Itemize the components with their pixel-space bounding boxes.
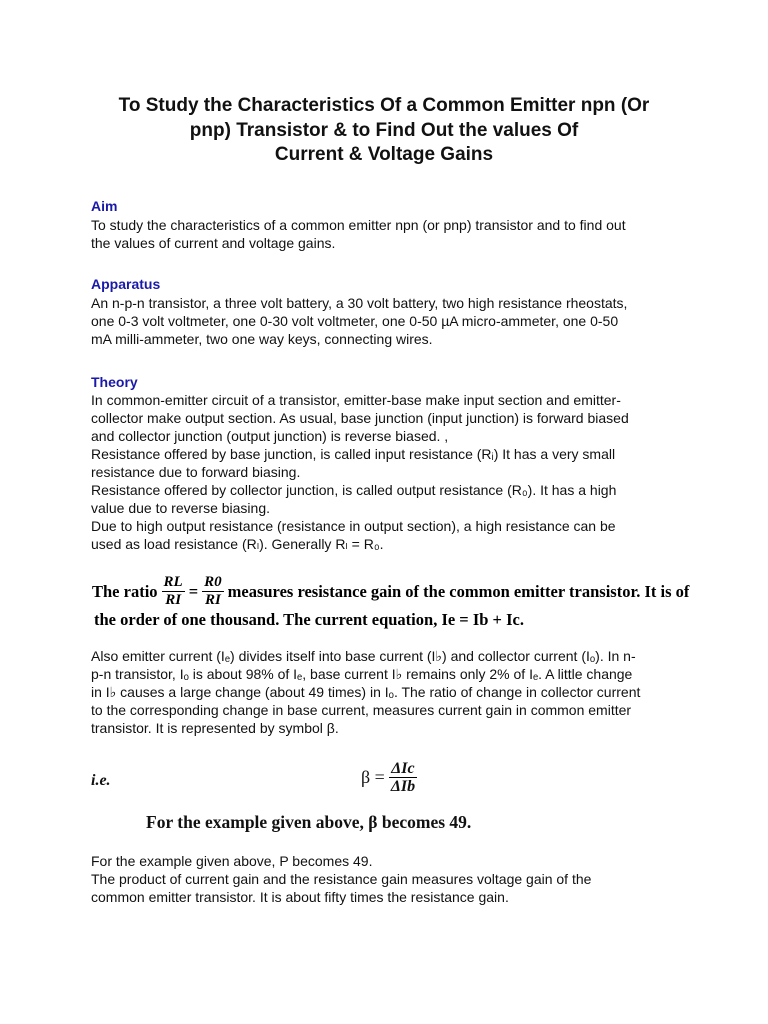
example-note: For the example given above, β becomes 49.: [146, 812, 472, 832]
beta-lhs: β =: [361, 767, 385, 787]
beta-fraction: [389, 760, 417, 795]
title-line-2: pnp) Transistor & to Find Out the values Of: [189, 119, 579, 141]
title-line-1: To Study the Characteristics Of a Common Emitter npn (Or: [118, 95, 650, 116]
aim-heading: Aim: [91, 198, 118, 214]
closing-line: common emitter transistor. It is about fifty times the resistance gain.: [91, 889, 509, 905]
current-paragraph: [91, 647, 691, 737]
closing-paragraph: [91, 852, 691, 906]
closing-line: The product of current gain and the resistance gain measures voltage gain of the: [91, 871, 592, 887]
fraction-numerator: ΔIc: [391, 760, 415, 777]
fraction-numerator: R0: [204, 574, 222, 590]
beta-formula: [361, 760, 421, 795]
ratio-equation: [92, 566, 742, 628]
current-line: transistor. It is represented by symbol β.: [91, 720, 339, 736]
current-equation-line: the order of one thousand. The current equation, Ie = Ib + Ic.: [94, 610, 524, 629]
theory-line: and collector junction (output junction) is reverse biased. ,: [91, 428, 449, 444]
fraction-denominator: RI: [165, 592, 182, 608]
fraction-denominator: RI: [204, 592, 221, 608]
theory-line: resistance due to forward biasing.: [91, 464, 301, 480]
aim-line: To study the characteristics of a common emitter npn (or pnp) transistor and to find out: [91, 217, 626, 233]
apparatus-line: mA milli-ammeter, two one way keys, connecting wires.: [91, 331, 433, 347]
beta-equation: [91, 760, 691, 810]
ie-label: i.e.: [91, 772, 111, 789]
ratio-trail: measures resistance gain of the common emitter transistor. It is of: [227, 581, 690, 601]
apparatus-line: An n-p-n transistor, a three volt battery, a 30 volt battery, two high resistance rheostats,: [91, 295, 628, 311]
theory-line: Resistance offered by base junction, is called input resistance (Rᵢ) It has a very small: [91, 446, 616, 462]
ratio-lead: The ratio: [92, 581, 158, 601]
equals-sign: =: [188, 581, 199, 601]
theory-paragraph: [91, 391, 691, 553]
aim-paragraph: [91, 216, 691, 252]
theory-line: collector make output section. As usual, base junction (input junction) is forward biased: [91, 410, 629, 426]
fraction-denominator: ΔIb: [390, 778, 416, 795]
aim-line: the values of current and voltage gains.: [91, 235, 336, 251]
current-line: to the corresponding change in base current, measures current gain in common emitter: [91, 702, 632, 718]
theory-line: In common-emitter circuit of a transistor, emitter-base make input section and emitter-: [91, 392, 621, 408]
current-line: p-n transistor, Iₒ is about 98% of Iₑ, base current I♭ remains only 2% of Iₑ. A little change: [91, 666, 633, 682]
current-line: Also emitter current (Iₑ) divides itself into base current (I♭) and collector current (Iₒ). In n-: [91, 648, 636, 664]
title-line-3: Current & Voltage Gains: [274, 144, 494, 165]
theory-line: Resistance offered by collector junction, is called output resistance (R₀). It has a high: [91, 482, 617, 498]
current-line: in I♭ causes a large change (about 49 times) in Iₒ. The ratio of change in collector current: [91, 684, 641, 700]
theory-heading: Theory: [91, 374, 138, 390]
apparatus-heading: Apparatus: [91, 276, 161, 292]
fraction-r0-ri: [202, 574, 224, 609]
theory-line: value due to reverse biasing.: [91, 500, 270, 516]
theory-line: Due to high output resistance (resistance in output section), a high resistance can be: [91, 518, 616, 534]
page-title: [60, 94, 708, 168]
theory-line: used as load resistance (Rₗ). Generally Rₗ = R₀.: [91, 536, 384, 552]
fraction-numerator: RL: [163, 574, 183, 590]
fraction-rl-ri: [162, 574, 185, 609]
closing-line: For the example given above, P becomes 49.: [91, 853, 373, 869]
apparatus-paragraph: [91, 294, 691, 348]
apparatus-line: one 0-3 volt voltmeter, one 0-30 volt voltmeter, one 0-50 µA micro-ammeter, one 0-50: [91, 313, 619, 329]
